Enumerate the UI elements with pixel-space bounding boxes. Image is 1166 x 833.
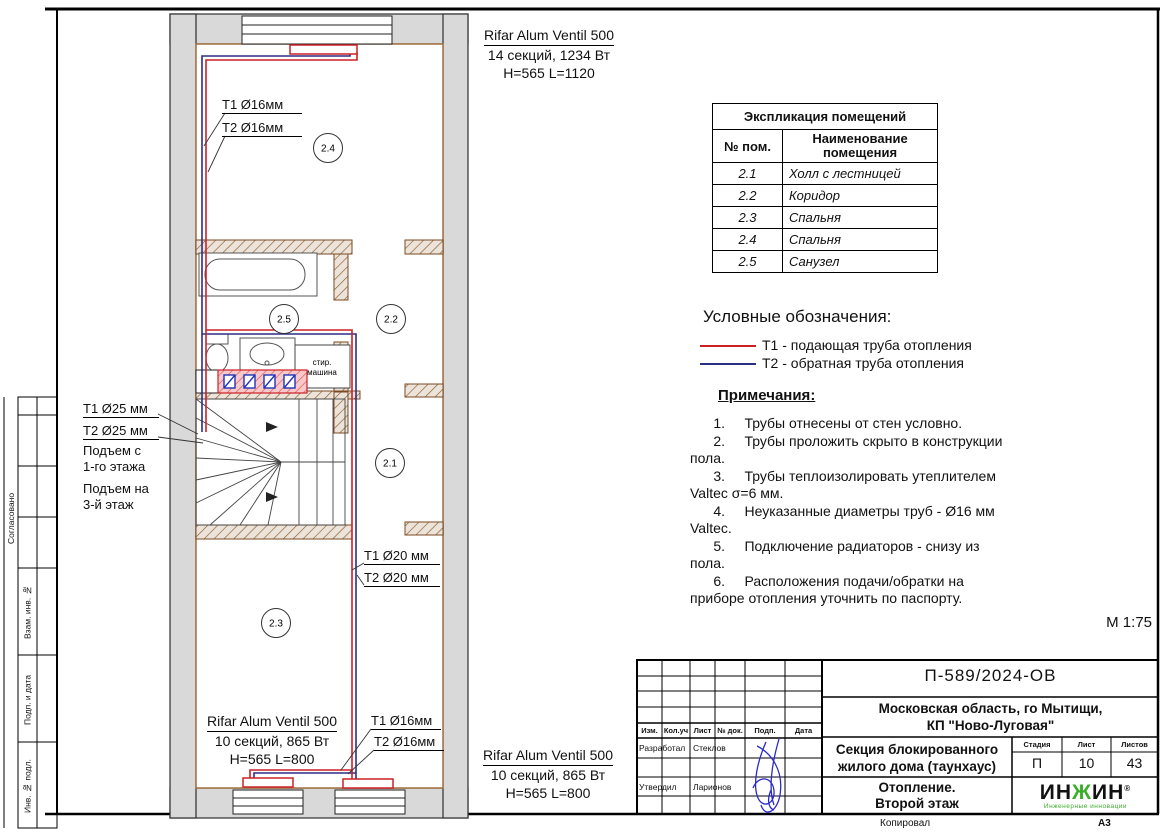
- margin-label-agreed: Согласовано: [6, 492, 16, 544]
- approved-label: Утвердил: [639, 782, 677, 792]
- sheets-value: 43: [1126, 755, 1143, 771]
- riser-note-from-l2: 1-го этажа: [83, 459, 146, 474]
- pipe-label-mid-t1: Т1 Ø20 мм: [364, 548, 440, 565]
- pipe-label-mid-t2: Т2 Ø20 мм: [364, 570, 440, 587]
- legend-title: Условные обозначения:: [703, 307, 892, 326]
- col-izm: Изм.: [641, 726, 658, 735]
- table-row: 2.1 Холл с лестницей: [713, 163, 937, 185]
- pipe-label-top-t1: Т1 Ø16мм: [222, 97, 302, 114]
- room-tag-22: 2.2: [384, 314, 398, 326]
- developed-by: Стеклов: [693, 743, 726, 753]
- riser-note-to-l1: Подъем на: [83, 481, 149, 496]
- bathtub: [199, 253, 317, 296]
- sheet-name: Отопление. Второй этаж: [875, 780, 959, 811]
- room-explication-table: [712, 103, 938, 273]
- radiator-spec-top: Rifar Alum Ventil 500 14 секций, 1234 Вт H=565 L=1120: [484, 27, 614, 81]
- room-tag-24: 2.4: [321, 143, 335, 155]
- toilet: [206, 334, 228, 372]
- sink: [240, 338, 295, 371]
- notes-list: 1. Трубы отнесены от стен условно. 2. Трубы проложить скрыто в конструкции пола. 3. Трубы теплоизолировать утеплителем Valtec σ=6 мм. 4. Неуказанные диаметры труб - Ø16 мм Valtec. 5. Подключение радиаторов - снизу из пола. 6. Расположения подачи/обратки на приборе отопления уточнить по паспорту.: [690, 415, 1003, 606]
- radiator-spec-bottom-left: Rifar Alum Ventil 500 10 секций, 865 Вт H=565 L=800: [207, 713, 337, 767]
- riser-note-to-l2: 3-й этаж: [83, 497, 134, 512]
- room-tag-23: 2.3: [269, 618, 283, 630]
- pipe-label-top-t2: Т2 Ø16мм: [222, 120, 302, 137]
- legend-supply-label: Т1 - подающая труба отопления: [762, 337, 972, 353]
- table-row: 2.2 Коридор: [713, 185, 937, 207]
- pipe-label-riser-t2: Т2 Ø25 мм: [83, 423, 159, 440]
- pipe-label-bottom-t2: Т2 Ø16мм: [374, 734, 444, 751]
- radiator-bottom-left: [243, 778, 293, 787]
- svg-text:машина: машина: [307, 368, 337, 377]
- company-logo: [1012, 779, 1159, 813]
- sheet-value: 10: [1078, 755, 1095, 771]
- col-room-name: Наименование помещения: [812, 131, 908, 160]
- outer-walls: [170, 14, 468, 818]
- explication-title: Экспликация помещений: [713, 104, 937, 130]
- developed-label: Разработал: [639, 743, 686, 753]
- col-data: Дата: [794, 726, 813, 735]
- paper-format-label: А3: [1098, 818, 1111, 829]
- svg-text:стир.: стир.: [312, 358, 332, 367]
- logo-wordmark: ИНЖИН®: [1039, 781, 1132, 804]
- col-koluch: Кол.уч: [663, 726, 689, 735]
- pipe-label-riser-t1: Т1 Ø25 мм: [83, 401, 159, 418]
- margin-label-sign-date: Подп. и дата: [22, 674, 33, 725]
- col-podp: Подп.: [754, 726, 776, 735]
- scale-label: М 1:75: [1106, 614, 1152, 631]
- legend-return-line: [700, 363, 756, 365]
- table-row: 2.3 Спальня: [713, 207, 937, 229]
- legend-return-label: Т2 - обратная труба отопления: [762, 355, 965, 371]
- logo-tagline: Инженерные инновации: [1043, 803, 1128, 810]
- room-tag-21: 2.1: [383, 458, 397, 470]
- document-number: П-589/2024-ОВ: [924, 666, 1057, 685]
- copied-by-label: Копировал: [880, 818, 931, 829]
- registered-icon: ®: [1124, 784, 1132, 793]
- room-tag-25: 2.5: [277, 314, 291, 326]
- margin-label-replace-inv: Взам. инв. №: [22, 585, 33, 640]
- approved-by: Ларионов: [693, 782, 732, 792]
- riser-note-from-l1: Подъем с: [83, 443, 141, 458]
- sheet-label: Лист: [1077, 740, 1096, 749]
- col-dok: № док.: [717, 726, 743, 735]
- logo-tree-icon: Ж: [1072, 781, 1093, 804]
- margin-label-inv-orig: Инв. № подл.: [22, 759, 33, 813]
- signature: [753, 739, 781, 812]
- legend-supply-line: [700, 345, 756, 347]
- col-room-number: № пом.: [713, 130, 783, 162]
- radiator-top: [290, 45, 357, 54]
- explication-header: [713, 130, 937, 163]
- notes-title: Примечания:: [718, 387, 816, 404]
- sheets-label: Листов: [1121, 740, 1148, 749]
- table-row: 2.4 Спальня: [713, 229, 937, 251]
- pipe-label-bottom-t1: Т1 Ø16мм: [371, 713, 441, 730]
- stage-label: Стадия: [1023, 740, 1051, 749]
- col-list: Лист: [693, 726, 712, 735]
- radiator-bottom-right: [343, 779, 393, 788]
- project-location: Московская область, го Мытищи, КП "Ново-Луговая": [878, 701, 1103, 733]
- table-row: 2.5 Санузел: [713, 251, 937, 272]
- object-name: Секция блокированного жилого дома (таунхаус): [835, 742, 999, 774]
- radiator-spec-bottom-right: Rifar Alum Ventil 500 10 секций, 865 Вт H=565 L=800: [483, 747, 613, 801]
- manifold-strip: [196, 370, 307, 393]
- stage-value: П: [1031, 755, 1043, 771]
